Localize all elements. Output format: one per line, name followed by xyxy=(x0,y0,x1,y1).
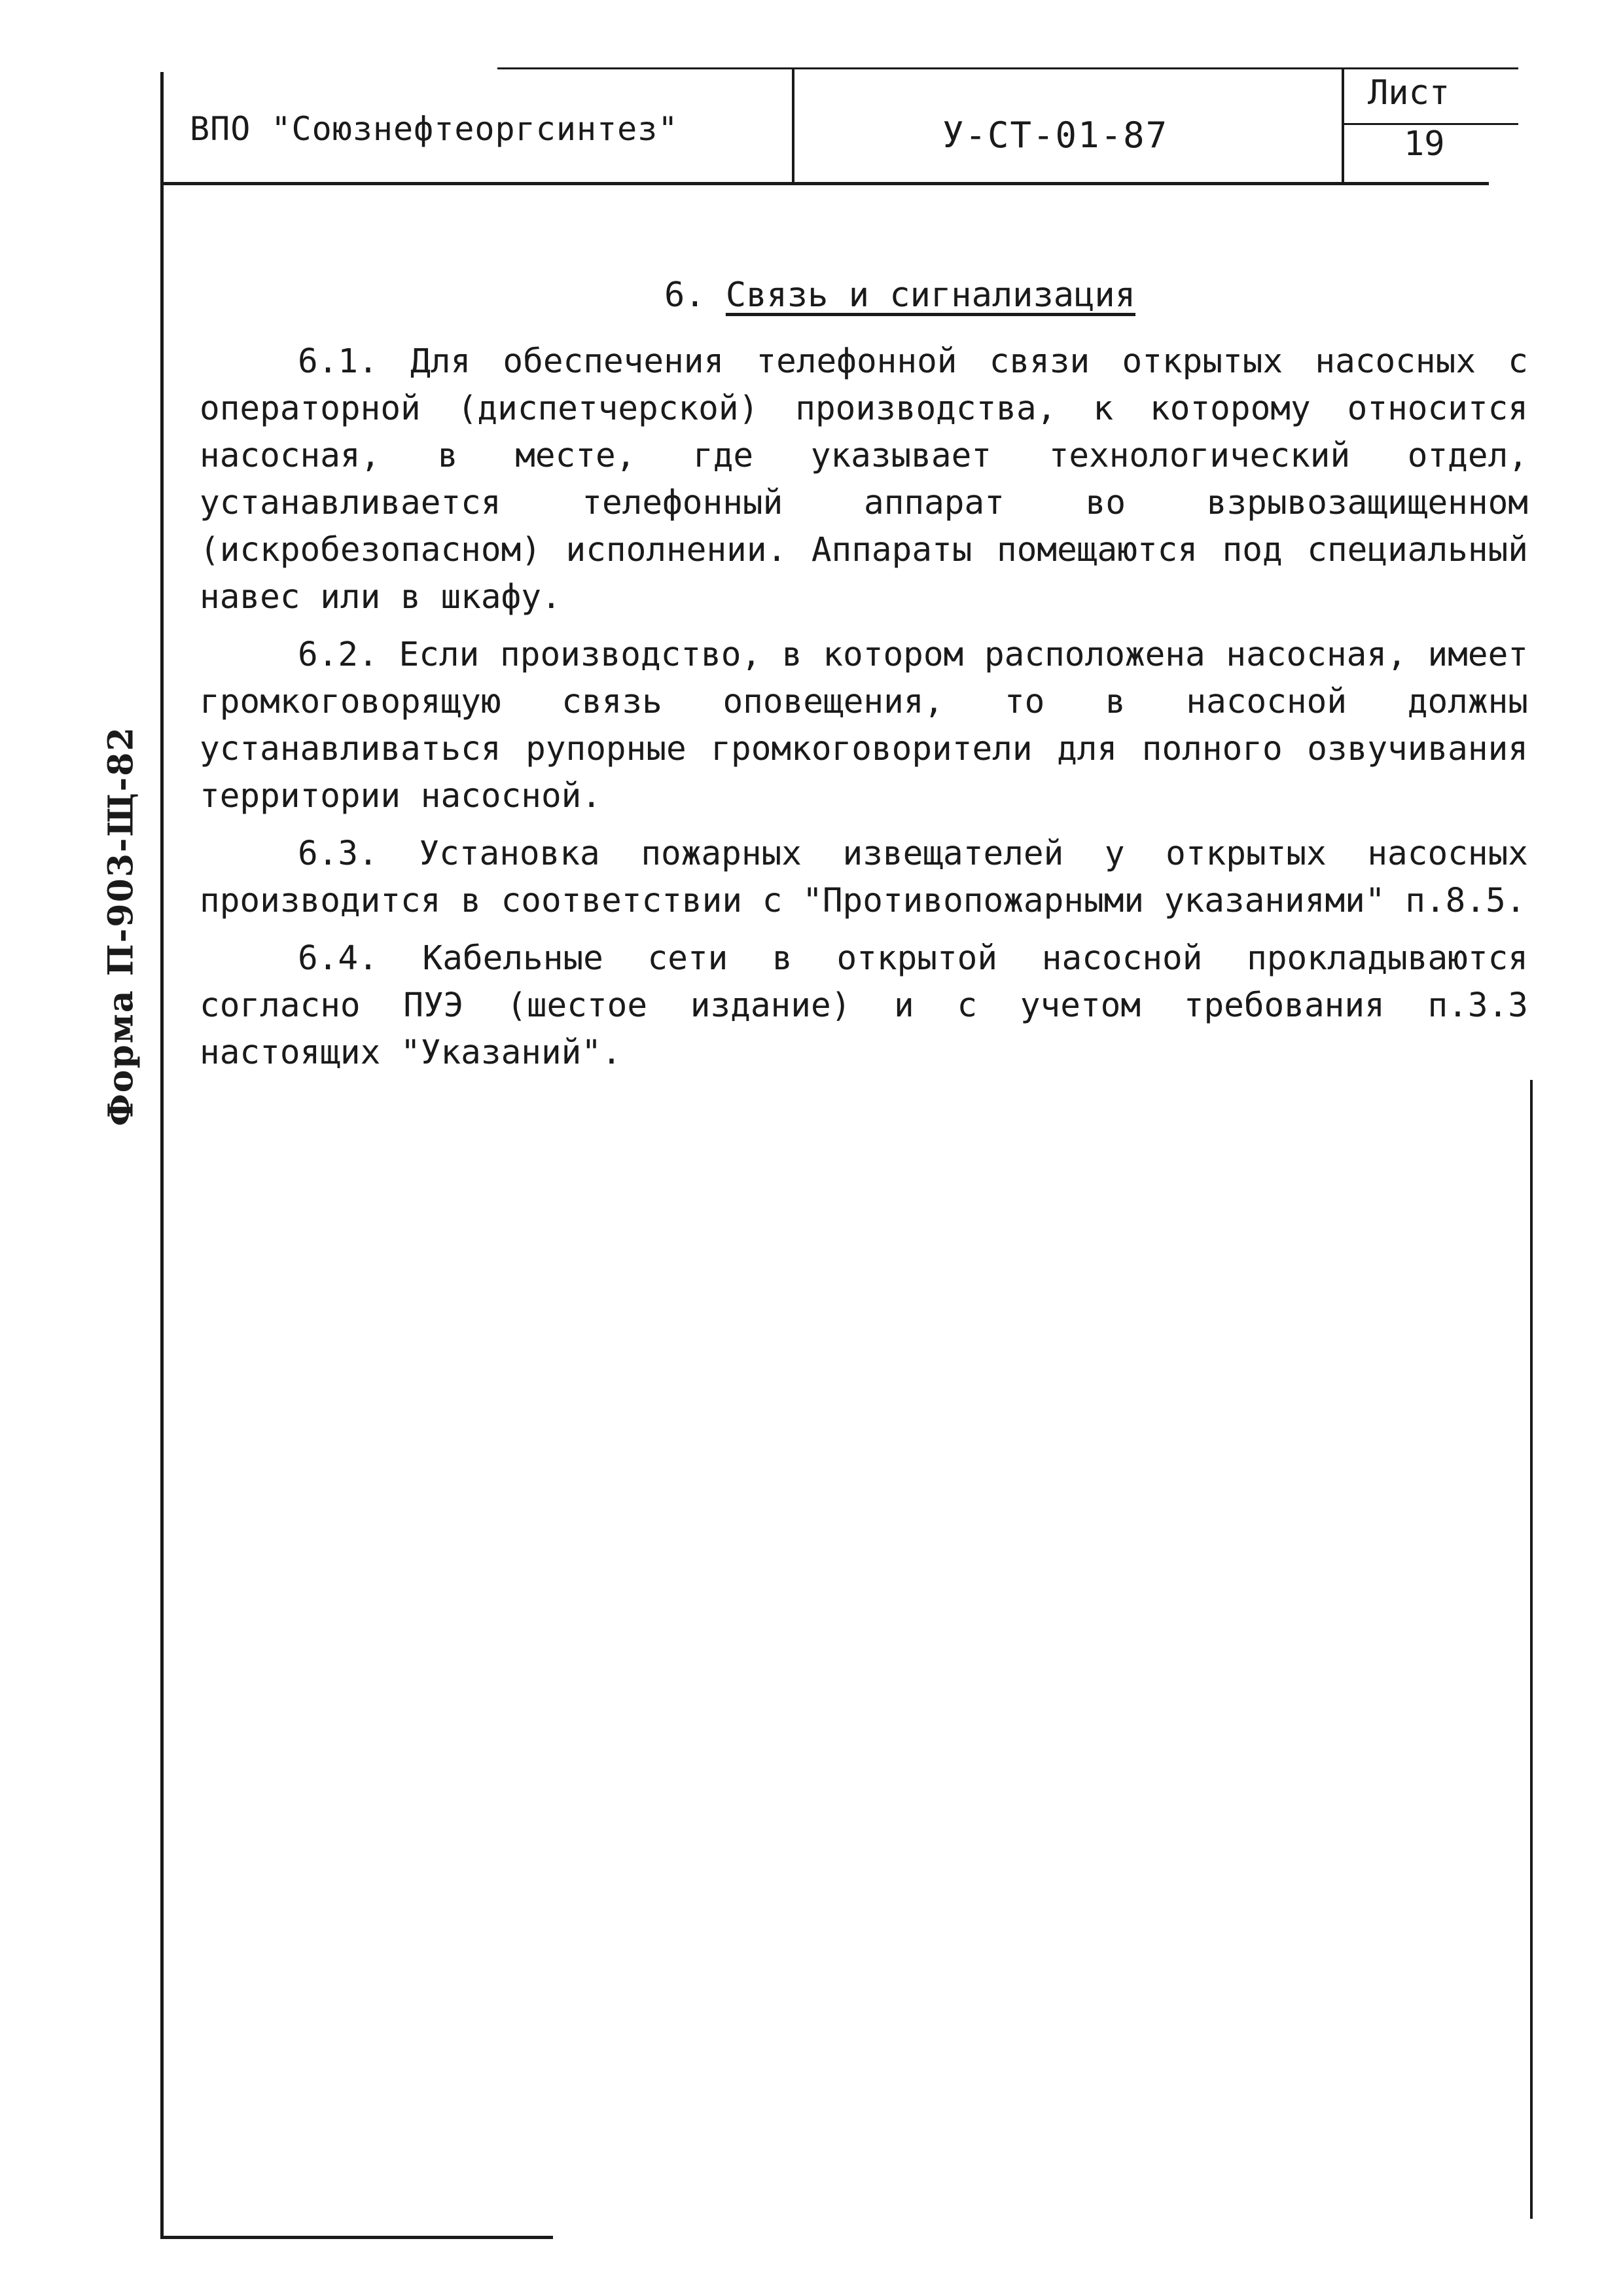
document-body xyxy=(200,272,1528,1087)
sheet-number: 19 xyxy=(1404,124,1445,164)
sheet-label: Лист xyxy=(1368,73,1450,113)
paragraph-6-3: 6.3. Установка пожарных извещателей у открытых насосных производится в соответствии с "Противопожарными указаниями" п.8.5. xyxy=(200,834,1528,920)
section-number: 6. xyxy=(664,276,705,315)
header-top-line xyxy=(497,67,1518,69)
header-bottom-line xyxy=(160,182,1489,185)
paragraph-6-4: 6.4. Кабельные сети в открытой насосной прокладываются согласно ПУЭ (шестое издание) и с учетом требования п.3.3 настоящих "Указаний". xyxy=(200,939,1528,1072)
document-code: У-СТ-01-87 xyxy=(942,115,1169,156)
section-title: Связь и сигнализация xyxy=(725,276,1136,315)
paragraph-6-2: 6.2. Если производство, в котором расположена насосная, имеет громкоговорящую связь оповещения, то в насосной должны устанавливаться рупорные громкоговорители для полного озвучивания территории насосной. xyxy=(200,636,1528,816)
form-side-label: Форма П-903-Щ-82 xyxy=(101,726,141,1126)
frame-bottom-border xyxy=(160,2236,553,2239)
paragraph-6-1: 6.1. Для обеспечения телефонной связи открытых насосных с операторной (диспетчерской) производства, к которому относится насосная, в месте, где указывает технологический отдел, устанавливается телефонный аппарат во взрывозащищенном (искробезопасном) исполнении. Аппараты помещаются под специальный навес или в шкафу. xyxy=(200,342,1528,617)
section-heading xyxy=(200,272,1528,319)
frame-right-border xyxy=(1530,1080,1533,2219)
frame-left-border xyxy=(160,72,164,2238)
header-divider-1 xyxy=(792,69,794,183)
header-divider-2 xyxy=(1342,69,1344,183)
organization-name: ВПО "Союзнефтеоргсинтез" xyxy=(190,110,679,148)
